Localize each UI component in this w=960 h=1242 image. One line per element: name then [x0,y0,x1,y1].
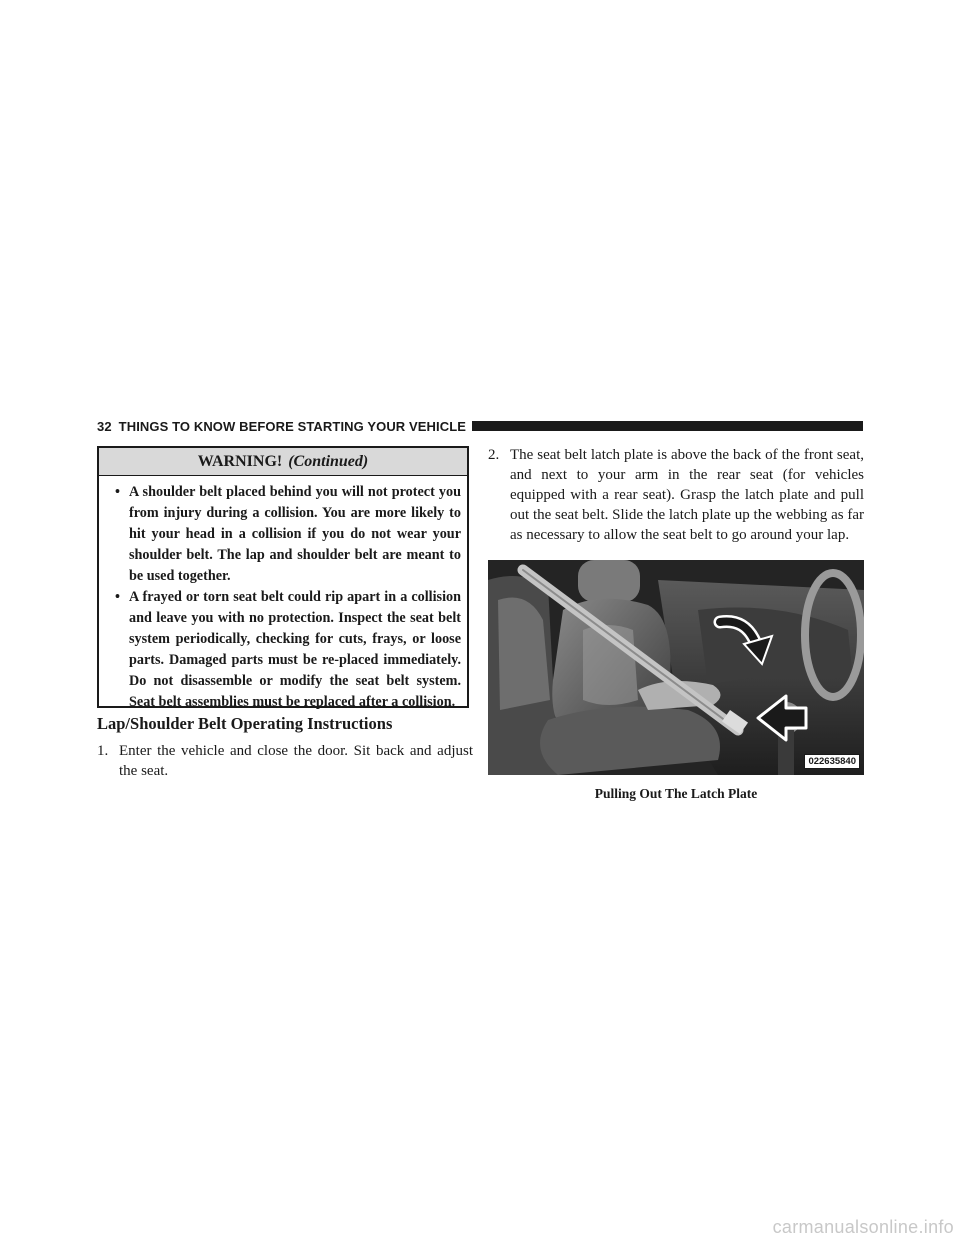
watermark: carmanualsonline.info [772,1217,954,1237]
seat-belt-illustration [488,560,864,775]
warning-item-text: A shoulder belt placed behind you will not protect you from injury during a collision. You are more likely to hit your head in a collision if you do not wear your shoulder belt. The lap and shoulder belt are meant to be used together. [129,484,461,584]
bullet-icon: • [115,484,120,500]
section-heading: Lap/Shoulder Belt Operating Instructions [97,714,393,733]
step-text: The seat belt latch plate is above the back of the front seat, and next to your arm in the rear seat (for vehicles equipped with a rear seat). Grasp the latch plate and pull out the seat belt. Slide the latch plate up the webbing as far as necessary to allow the seat belt to go around your lap. [510,447,864,543]
chapter-title: THINGS TO KNOW BEFORE STARTING YOUR VEHICLE [118,418,467,434]
warning-item-text: A frayed or torn seat belt could rip apart in a collision and leave you with no protection. Inspect the seat belt system periodically, checking for cuts, frays, or loose parts. Damaged parts must be re-placed immediately. Do not disassemble or modify the seat belt system. Seat belt assemblies must be replaced after a collision. [129,589,461,710]
header-rule [472,421,863,431]
seat-illustration [488,560,864,775]
warning-item [117,482,461,587]
warning-box [97,446,469,708]
figure-code: 022635840 [804,754,860,769]
step-item [97,741,473,781]
step-number: 2. [488,447,500,463]
figure-caption: Pulling Out The Latch Plate [594,786,758,801]
warning-list [99,476,467,713]
step-item [488,445,864,545]
warning-continued: (Continued) [288,453,369,470]
warning-title: WARNING! [197,453,283,470]
page-header [97,418,863,434]
bullet-icon: • [115,589,120,605]
warning-header [99,448,467,476]
page-number: 32 [97,418,112,434]
warning-item [117,587,461,713]
step-number: 1. [97,743,109,759]
step-text: Enter the vehicle and close the door. Sit back and adjust the seat. [119,743,473,779]
